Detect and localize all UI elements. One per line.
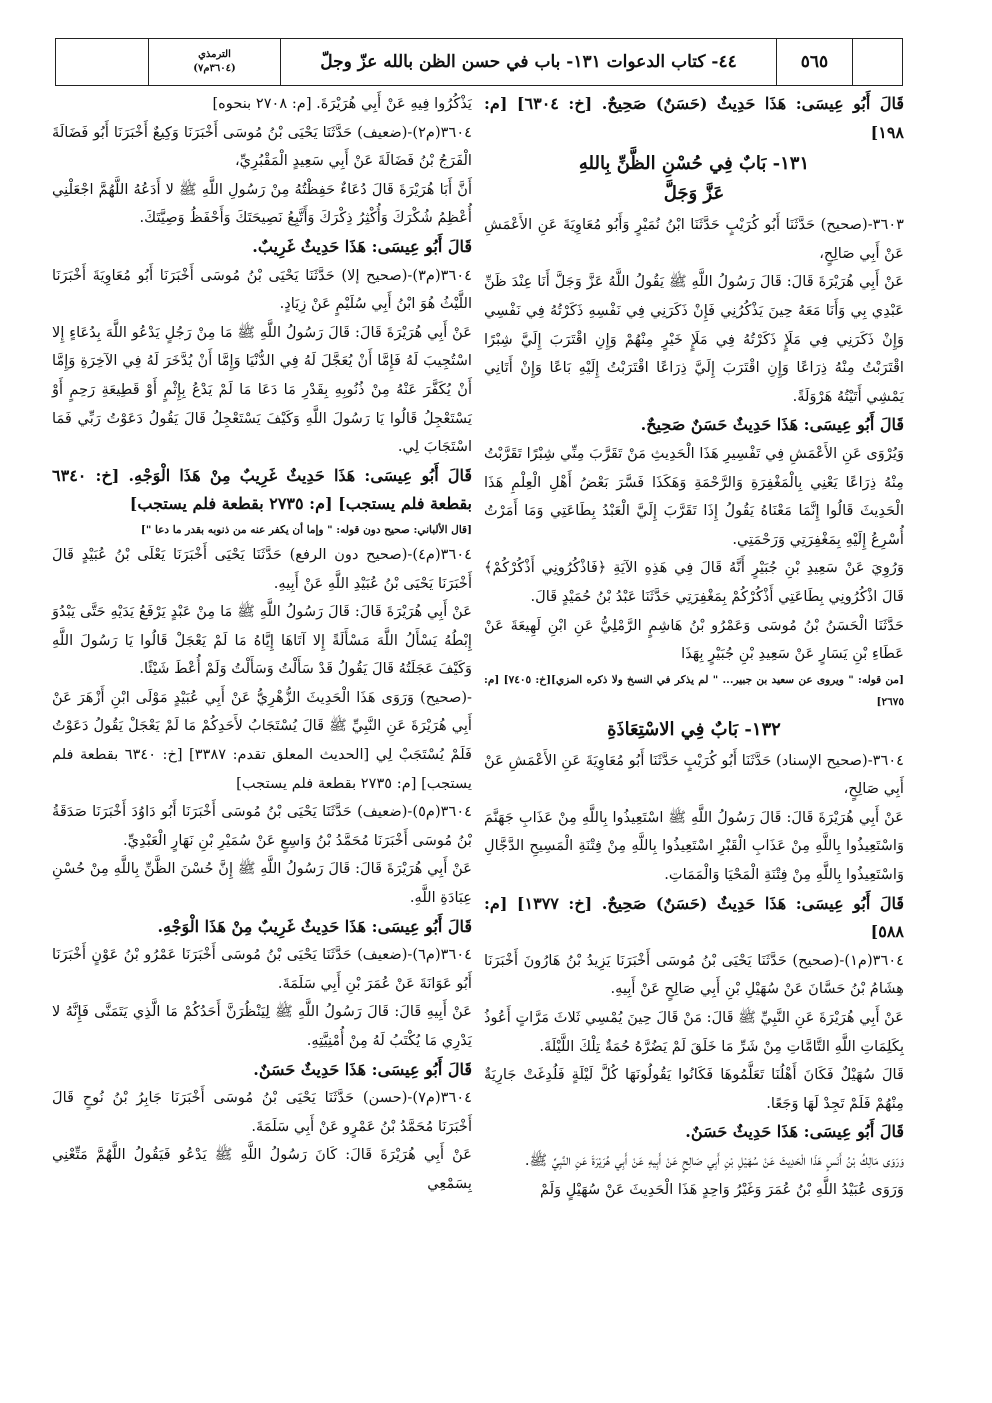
grading-line: قَالَ أَبُو عِيسَى: هَذَا حَدِيثٌ حَسَنٌ صَحِيحٌ. — [640, 415, 904, 435]
hadith-isnad: ٣٦٠٤(م٢)-(ضعيف) حَدَّثَنَا يَحْيَى بْنُ مُوسَى أَخْبَرَنَا وَكِيعٌ أَخْبَرَنَا أَبُو فَضَالَةَ الْفَرَجُ بْنُ فَضَالَةَ عَنْ أَبِي سَعِيدٍ الْمَقْبُرِيِّ، — [52, 123, 472, 170]
commentary-paragraph: وَرَوَى مَالِكُ بْنُ أَنَسٍ هَذَا الْحَدِيثَ عَنْ سُهَيْلِ بْنِ أَبِي صَالِحٍ عَنْ أَبِيهِ عَنْ أَبِي هُرَيْرَةَ عَنِ النَّبِيِّ ﷺ. — [524, 1152, 904, 1169]
hadith-matn: عَنْ أَبِي هُرَيْرَةَ قَالَ: كَانَ رَسُولُ اللَّهِ ﷺ يَدْعُو فَيَقُولُ اللَّهُمَّ مَتِّعْنِي بِسَمْعِي — [52, 1146, 472, 1192]
grading-line: قَالَ أَبُو عِيسَى: هَذَا حَدِيثٌ (حَسَنٌ) صَحِيحٌ. [خ: ٦٣٠٤] [م: ١٩٨] — [484, 94, 904, 142]
grading-line: قَالَ أَبُو عِيسَى: هَذَا حَدِيثٌ حَسَنٌ. — [685, 1122, 904, 1142]
hadith-isnad: ٣٦٠٣-(صحيح) حَدَّثَنَا أَبُو كُرَيْبٍ حَدَّثَنَا ابْنُ نُمَيْرٍ وَأَبُو مُعَاوِيَةَ عَنِ الأَعْمَشِ عَنْ أَبِي صَالِحٍ، — [484, 216, 904, 262]
chapter-heading-131 — [484, 149, 904, 209]
grading-line: قَالَ أَبُو عِيسَى: هَذَا حَدِيثٌ غَرِيبٌ مِنْ هَذَا الْوَجْهِ. [خ: ٦٣٤٠ بقطعة فلم يستجب] [م: ٢٧٣٥ بقطعة فلم يستجب] — [52, 465, 472, 514]
running-title: ٤٤- كتاب الدعوات ١٣١- باب في حسن الظن بالله عزّ وجلّ — [280, 39, 776, 85]
commentary-paragraph: -(صحيح) وَرَوَى هَذَا الْحَدِيثَ الزُّهْرِيُّ عَنْ أَبِي عُبَيْدٍ مَوْلَى ابْنِ أَزْهَرَ عَنْ أَبِي هُرَيْرَةَ عَنِ النَّبِيِّ ﷺ قَالَ يُسْتَجَابُ لأَحَدِكُمْ مَا لَمْ يَعْجَلْ يَقُولُ دَعَوْتُ فَلَمْ يُسْتَجَبْ لِي [الحديث المعلق تقدم: ٣٣٨٧] [خ: ٦٣٤٠ بقطعة فلم يستجب] [م: ٢٧٣٥ بقطعة فلم يستجب] — [52, 688, 472, 792]
continuation-line: يَذْكُرُوا فِيهِ عَنْ أَبِي هُرَيْرَةَ. [م: ٢٧٠٨ بنحوه] — [212, 95, 472, 112]
hadith-matn: عَنْ أَبِي هُرَيْرَةَ قَالَ: قَالَ رَسُولُ اللَّهِ ﷺ إِنَّ حُسْنَ الظَّنِّ بِاللَّهِ مِنْ حُسْنِ عِبَادَةِ اللَّهِ. — [52, 860, 472, 907]
page-header — [55, 38, 903, 86]
hadith-matn: عَنْ أَبِي هُرَيْرَةَ عَنِ النَّبِيِّ ﷺ قَالَ: مَنْ قَالَ حِينَ يُمْسِي ثَلاثَ مَرَّاتٍ أَعُوذُ بِكَلِمَاتِ اللَّهِ التَّامَّاتِ مِنْ شَرِّ مَا خَلَقَ لَمْ يَضُرَّهُ حُمَةٌ تِلْكَ اللَّيْلَةَ. — [484, 1009, 904, 1055]
hadith-isnad: ٣٦٠٤(م٤)-(صحيح دون الرفع) حَدَّثَنَا يَحْيَى أَخْبَرَنَا يَعْلَى بْنُ عُبَيْدٍ قَالَ أَخْبَرَنَا يَحْيَى بْنُ عُبَيْدِ اللَّهِ عَنْ أَبِيهِ. — [52, 545, 472, 592]
hadith-matn: أَنَّ أَبَا هُرَيْرَةَ قَالَ دُعَاءٌ حَفِظْتُهُ مِنْ رَسُولِ اللَّهِ ﷺ لا أَدَعُهُ اللَّهُمَّ اجْعَلْنِي أُعْظِمُ شُكْرَكَ وَأُكْثِرُ ذِكْرَكَ وَأَتَّبِعُ نَصِيحَتَكَ وَأَحْفَظُ وَصِيَّتَكَ. — [52, 180, 472, 227]
chapter-title-continued: عَزَّ وَجَلَّ — [663, 183, 725, 205]
header-blank-left — [54, 39, 148, 85]
commentary-paragraph: وَرُوِيَ عَنْ سَعِيدِ بْنِ جُبَيْرٍ أَنَّهُ قَالَ فِي هَذِهِ الآيَةِ ﴿فَاذْكُرُونِي أَذْكُرْكُمْ﴾ قَالَ اذْكُرُونِي بِطَاعَتِي أَذْكُرْكُمْ بِمَغْفِرَتِي حَدَّثَنَا عَبْدُ بْنُ حُمَيْدٍ قَالَ. — [484, 559, 904, 605]
hadith-isnad: حَدَّثَنَا الْحَسَنُ بْنُ مُوسَى وَعَمْرُو بْنُ هَاشِمٍ الرَّمْلِيُّ عَنِ ابْنِ لَهِيعَةَ عَنْ عَطَاءِ بْنِ يَسَارٍ عَنْ سَعِيدِ بْنِ جُبَيْرٍ بِهَذَا — [484, 616, 904, 663]
hadith-isnad: ٣٦٠٤(م٥)-(ضعيف) حَدَّثَنَا يَحْيَى بْنُ مُوسَى أَخْبَرَنَا أَبُو دَاوُدَ أَخْبَرَنَا صَدَقَةُ بْنُ مُوسَى أَخْبَرَنَا مُحَمَّدُ بْنُ وَاسِعٍ عَنْ سُمَيْرِ بْنِ نَهَارٍ الْعَبْدِيِّ. — [52, 803, 472, 849]
footnote-reference: [من قوله: " ويروى عن سعيد بن جبير... " لم يذكر في النسخ ولا ذكره المزي][خ: ٧٤٠٥] [م: ٢٦٧٥] — [484, 673, 904, 708]
hadith-isnad: ٣٦٠٤(م٧)-(حسن) حَدَّثَنَا يَحْيَى بْنُ مُوسَى أَخْبَرَنَا جَابِرُ بْنُ نُوحٍ قَالَ أَخْبَرَنَا مُحَمَّدُ بْنُ عَمْرٍو عَنْ أَبِي سَلَمَةَ. — [52, 1089, 472, 1135]
left-column — [52, 90, 472, 1199]
hadith-isnad: ٣٦٠٤(م١)-(صحيح) حَدَّثَنَا يَحْيَى بْنُ مُوسَى أَخْبَرَنَا يَزِيدُ بْنُ هَارُونَ أَخْبَرَنَا هِشَامُ بْنُ حَسَّانَ عَنْ سُهَيْلِ بْنِ أَبِي صَالِحٍ عَنْ أَبِيهِ. — [484, 951, 904, 998]
grading-line: قَالَ أَبُو عِيسَى: هَذَا حَدِيثٌ غَرِيبٌ مِنْ هَذَا الْوَجْهِ. — [157, 916, 472, 936]
hadith-matn: عَنْ أَبِي هُرَيْرَةَ قَالَ: قَالَ رَسُولُ اللَّهِ ﷺ مَا مِنْ رَجُلٍ يَدْعُو اللَّهَ بِدُعَاءٍ إِلا اسْتُجِيبَ لَهُ فَإِمَّا أَنْ يُعَجَّلَ لَهُ فِي الدُّنْيَا وَإِمَّا أَنْ يُدَّخَرَ لَهُ فِي الآخِرَةِ وَإِمَّا أَنْ يُكَفَّرَ عَنْهُ مِنْ ذُنُوبِهِ بِقَدْرِ مَا دَعَا مَا لَمْ يَدْعُ بِإِثْمٍ أَوْ قَطِيعَةِ رَحِمٍ أَوْ يَسْتَعْجِلُ قَالُوا يَا رَسُولَ اللَّهِ وَكَيْفَ يَسْتَعْجِلُ قَالَ يَقُولُ دَعَوْتُ رَبِّي فَمَا اسْتَجَابَ لِي. — [52, 323, 472, 456]
hadith-isnad: ٣٦٠٤(م٣)-(صحيح إلا) حَدَّثَنَا يَحْيَى بْنُ مُوسَى أَخْبَرَنَا أَبُو مُعَاوِيَةَ أَخْبَرَنَا اللَّيْثُ هُوَ ابْنُ أَبِي سُلَيْمٍ عَنْ زِيَادٍ. — [52, 266, 472, 313]
chapter-title: ١٣١- بَابٌ فِي حُسْنِ الظَّنِّ بِاللهِ — [578, 153, 810, 175]
source-hadith-number: (٣٦٠٤م٧) — [193, 63, 236, 74]
page-number: ٥٦٥ — [776, 39, 852, 85]
hadith-matn: عَنْ أَبِيهِ قَالَ: قَالَ رَسُولُ اللَّهِ ﷺ لِيَنْظُرَنَّ أَحَدُكُمْ مَا الَّذِي يَتَمَنَّى فَإِنَّهُ لا يَدْرِي مَا يُكْتَبُ لَهُ مِنْ أُمْنِيَّتِهِ. — [52, 1003, 472, 1049]
commentary-paragraph: قَالَ سُهَيْلٌ فَكَانَ أَهْلُنَا تَعَلَّمُوهَا فَكَانُوا يَقُولُونَهَا كُلَّ لَيْلَةٍ فَلُدِغَتْ جَارِيَةٌ مِنْهُمْ فَلَمْ تَجِدْ لَهَا وَجَعًا. — [484, 1066, 904, 1112]
grading-line: قَالَ أَبُو عِيسَى: هَذَا حَدِيثٌ غَرِيبٌ. — [252, 236, 472, 256]
albani-note: [قال الألباني: صحيح دون قوله: " وإما أن يكفر عنه من ذنوبه بقدر ما دعا "] — [140, 523, 472, 536]
hadith-matn: عَنْ أَبِي هُرَيْرَةَ قَالَ: قَالَ رَسُولُ اللَّهِ ﷺ مَا مِنْ عَبْدٍ يَرْفَعُ يَدَيْهِ حَتَّى يَبْدُوَ إِبْطُهُ يَسْأَلُ اللَّهَ مَسْأَلَةً إِلا آتَاهَا إِيَّاهُ مَا لَمْ يَعْجَلْ قَالُوا يَا رَسُولَ اللَّهِ وَكَيْفَ عَجَلَتُهُ قَالَ يَقُولُ قَدْ سَأَلْتُ وَسَأَلْتُ وَلَمْ أُعْطَ شَيْئًا. — [52, 603, 472, 678]
hadith-matn: عَنْ أَبِي هُرَيْرَةَ قَالَ: قَالَ رَسُولُ اللَّهِ ﷺ يَقُولُ اللَّهُ عَزَّ وَجَلَّ أَنَا عِنْدَ ظَنِّ عَبْدِي بِي وَأَنَا مَعَهُ حِينَ يَذْكُرُنِي فَإِنْ ذَكَرَنِي فِي نَفْسِهِ ذَكَرْتُهُ فِي نَفْسِي وَإِنْ ذَكَرَنِي فِي مَلَإٍ ذَكَرْتُهُ فِي مَلَإٍ خَيْرٍ مِنْهُمْ وَإِنِ اقْتَرَبَ إِلَيَّ شِبْرًا اقْتَرَبْتُ مِنْهُ ذِرَاعًا وَإِنِ اقْتَرَبَ إِلَيَّ ذِرَاعًا اقْتَرَبْتُ إِلَيْهِ بَاعًا وَإِنْ أَتَانِي يَمْشِي أَتَيْتُهُ هَرْوَلَةً. — [484, 273, 904, 405]
chapter-heading-132: ١٣٢- بَابٌ فِي الاسْتِعَاذَةِ — [607, 718, 781, 740]
commentary-paragraph: وَرَوَى عُبَيْدُ اللَّهِ بْنُ عُمَرَ وَغَيْرُ وَاحِدٍ هَذَا الْحَدِيثَ عَنْ سُهَيْلٍ وَلَمْ — [539, 1180, 904, 1198]
header-blank-right — [852, 39, 902, 85]
right-column — [484, 90, 904, 1204]
hadith-isnad: ٣٦٠٤-(صحيح الإسناد) حَدَّثَنَا أَبُو كُرَيْبٍ حَدَّثَنَا أَبُو مُعَاوِيَةَ عَنِ الأَعْمَشِ عَنْ أَبِي صَالِحٍ، — [484, 751, 904, 798]
grading-line: قَالَ أَبُو عِيسَى: هَذَا حَدِيثٌ حَسَنٌ. — [253, 1059, 472, 1079]
source-name: الترمذي — [198, 49, 231, 60]
hadith-isnad: ٣٦٠٤(م٦)-(ضعيف) حَدَّثَنَا يَحْيَى بْنُ مُوسَى أَخْبَرَنَا عَمْرُو بْنُ عَوْنٍ أَخْبَرَنَا أَبُو عَوَانَةَ عَنْ عُمَرَ بْنِ أَبِي سَلَمَةَ. — [52, 946, 472, 992]
source-reference — [148, 39, 280, 85]
commentary-paragraph: وَيُرْوَى عَنِ الأَعْمَشِ فِي تَفْسِيرِ هَذَا الْحَدِيثِ مَنْ تَقَرَّبَ مِنِّي شِبْرًا تَقَرَّبْتُ مِنْهُ ذِرَاعًا يَعْنِي بِالْمَغْفِرَةِ وَالرَّحْمَةِ وَهَكَذَا فَسَّرَ بَعْضُ أَهْلِ الْعِلْمِ هَذَا الْحَدِيثَ قَالُوا إِنَّمَا مَعْنَاهُ يَقُولُ إِذَا تَقَرَّبَ إِلَيَّ الْعَبْدُ بِطَاعَتِي وَمَا أَمَرْتُ أُسْرِعُ إِلَيْهِ بِمَغْفِرَتِي وَرَحْمَتِي. — [484, 444, 904, 548]
hadith-matn: عَنْ أَبِي هُرَيْرَةَ قَالَ: قَالَ رَسُولُ اللَّهِ ﷺ اسْتَعِيذُوا بِاللَّهِ مِنْ عَذَابِ جَهَنَّمَ وَاسْتَعِيذُوا بِاللَّهِ مِنْ عَذَابِ الْقَبْرِ اسْتَعِيذُوا بِاللَّهِ مِنْ فِتْنَةِ الْمَسِيحِ الدَّجَّالِ وَاسْتَعِيذُوا بِاللَّهِ مِنْ فِتْنَةِ الْمَحْيَا وَالْمَمَاتِ. — [484, 808, 904, 884]
grading-line: قَالَ أَبُو عِيسَى: هَذَا حَدِيثٌ (حَسَنٌ) صَحِيحٌ. [خ: ١٣٧٧] [م: ٥٨٨] — [484, 893, 904, 942]
